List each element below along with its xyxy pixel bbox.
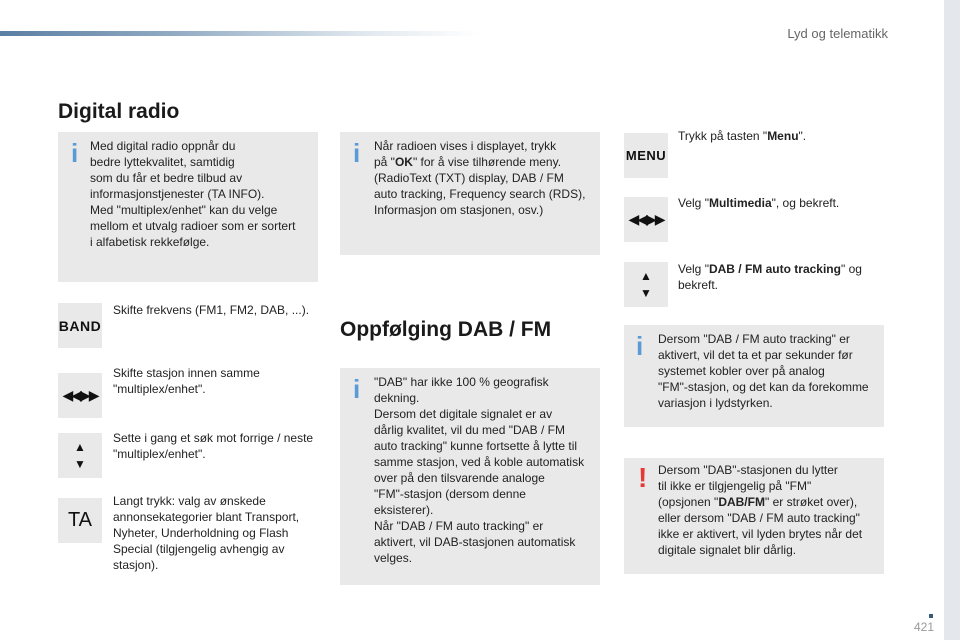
seek-arrows-icon: ◀◀▶▶ [62, 387, 98, 403]
info-text-auto-tracking: Dersom "DAB / FM auto tracking" er aktivert, vil det ta et par sekunder før systemet kobler over på analog "FM"-stasjon, og det kan da forekomme variasjon i lydstyrken. [658, 332, 869, 410]
info-text-digital-radio: Med digital radio oppnår du bedre lyttekvalitet, samtidig som du får et bedre tilbud av informasjonstjenester (TA INFO). Med "multiplex/enhet" kan du velge mellom et utvalg radioer som er sortert i alfabetisk rekkefølge. [90, 139, 296, 249]
info-icon: i [353, 138, 361, 168]
step-dab-text [678, 261, 888, 293]
down-arrow-icon: ▼ [74, 457, 86, 471]
step-dab-pre: Velg " [678, 262, 709, 276]
info-box-auto-tracking [624, 325, 884, 427]
info2-line1: Når radioen vises i displayet, trykk [374, 139, 557, 153]
info2-rest: (RadioText (TXT) display, DAB / FM auto tracking, Frequency search (RDS), Informasjon om stasjonen, osv.) [374, 171, 586, 217]
ta-label: TA [67, 509, 93, 531]
step-menu-post: ". [798, 129, 807, 143]
warning-icon: ! [638, 462, 648, 493]
info-text-dab-coverage: "DAB" har ikke 100 % geografisk dekning. Dersom det digitale signalet er av dårlig kvalitet, vil du med "DAB / FM auto tracking" kunne fortsette å lytte til samme stasjon, ved å koble automatisk over på den tilsvarende analoge "FM"-stasjon (dersom denne eksisterer). Når "DAB / FM auto tracking" er aktivert, vil DAB-stasjonen automatisk velges. [374, 375, 585, 565]
page-edge-tab [944, 0, 960, 640]
step-menu-pre: Trykk på tasten " [678, 129, 768, 143]
info-icon: i [353, 374, 361, 404]
step-dab-post: " og bekreft. [678, 262, 862, 292]
step-multimedia-post: ", og bekreft. [771, 196, 840, 210]
info2-line2a: på " [374, 155, 395, 169]
updown-description: Sette i gang et søk mot forrige / neste "multiplex/enhet". [113, 431, 314, 461]
page-marker [929, 614, 933, 618]
info-box-dab-coverage [340, 368, 600, 585]
warning-text-a: Dersom "DAB"-stasjonen du lytter til ikke er tilgjengelig på "FM" (opsjonen " [658, 463, 838, 509]
warning-box-dab [624, 458, 884, 574]
band-label: BAND [58, 317, 102, 334]
warning-text-dab [658, 462, 883, 558]
menu-label: MENU [625, 148, 667, 163]
step-menu-text [678, 128, 898, 144]
info-icon: i [636, 331, 644, 361]
warning-text-c: " er strøket over), eller dersom "DAB / FM auto tracking" ikke er aktivert, vil lyden brytes når det digitale signalet blir dårlig. [658, 495, 863, 557]
info2-ok: OK [394, 155, 413, 169]
step-dab-bold: DAB / FM auto tracking [708, 262, 841, 276]
page-title: Digital radio [58, 100, 180, 123]
info2-line2c: " for å vise tilhørende meny. [412, 155, 562, 169]
up-down-button[interactable] [624, 262, 668, 307]
info-text-radio-menu [374, 138, 599, 218]
down-arrow-icon: ▼ [640, 286, 652, 300]
ta-description: Langt trykk: valg av ønskede annonsekategorier blant Transport, Nyheter, Underholdning og Flash Special (tilgjengelig avhengig av stasjon). [113, 494, 300, 572]
info-box-radio-menu [340, 132, 600, 255]
seek-arrows-button[interactable] [58, 373, 102, 418]
chapter-title: Lyd og telematikk [787, 26, 888, 41]
menu-button[interactable] [624, 133, 668, 178]
band-button[interactable] [58, 303, 102, 348]
info-box-digital-radio [58, 132, 318, 282]
up-down-button[interactable] [58, 433, 102, 478]
band-description: Skifte frekvens (FM1, FM2, DAB, ...). [113, 303, 310, 317]
seek-arrows-icon: ◀◀▶▶ [628, 211, 664, 227]
step-multimedia-text [678, 195, 898, 211]
section-title-dab-fm: Oppfølging DAB / FM [340, 318, 552, 341]
up-arrow-icon: ▲ [74, 440, 86, 454]
seek-arrows-button[interactable] [624, 197, 668, 242]
up-arrow-icon: ▲ [640, 269, 652, 283]
step-multimedia-bold: Multimedia [708, 196, 772, 210]
step-menu-bold: Menu [767, 129, 799, 143]
ta-button[interactable] [58, 498, 102, 543]
step-multimedia-pre: Velg " [678, 196, 709, 210]
warning-text-bold: DAB/FM [718, 495, 765, 509]
seek-description: Skifte stasjon innen samme "multiplex/enhet". [113, 366, 260, 396]
page-number: 421 [913, 620, 934, 634]
info-icon: i [71, 138, 79, 168]
header-bar [0, 31, 480, 36]
